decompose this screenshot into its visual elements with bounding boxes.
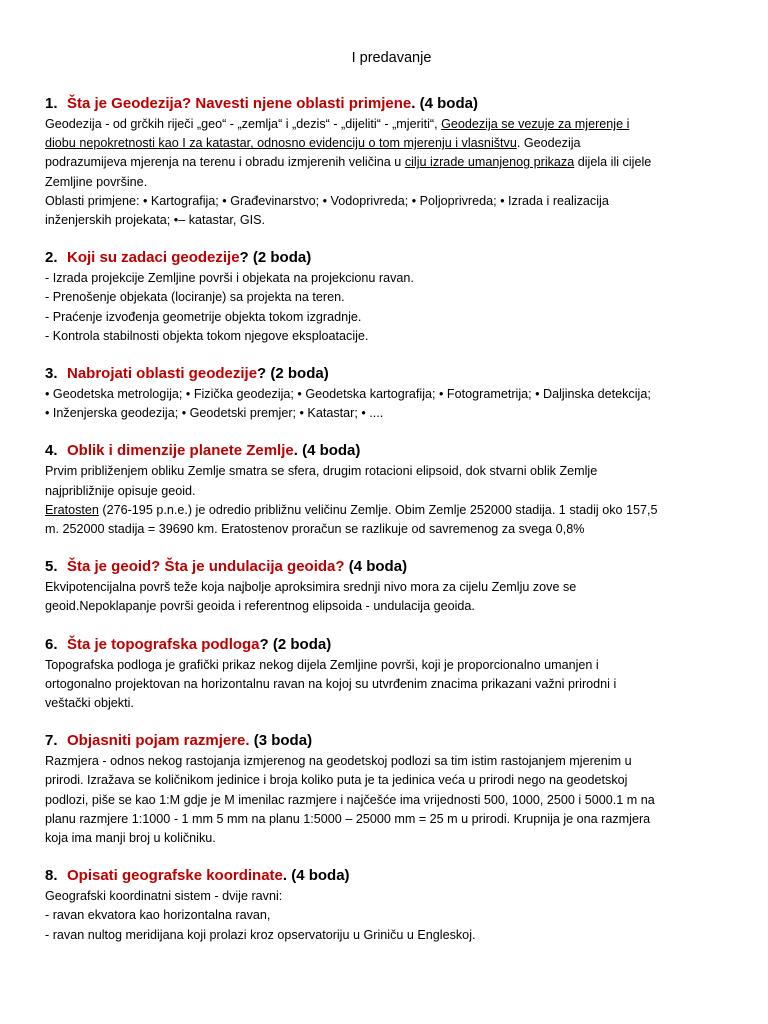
answer-line [45, 211, 738, 230]
question-heading [45, 364, 738, 384]
question-section [45, 441, 738, 539]
question-number: 1. [45, 95, 58, 112]
underlined-text: Geodezija se vezuje za mjerenje i [441, 117, 630, 131]
answer-line [45, 269, 738, 288]
answer-line [45, 385, 738, 404]
answer-text: veštački objekti. [45, 696, 134, 711]
question-heading [45, 248, 738, 268]
question-section [45, 635, 738, 714]
underlined-text: diobu nepokretnosti kao I za katastar, odnosno evidenciju o tom mjerenju i vlasništvu [45, 136, 517, 151]
question-title: Nabrojati oblasti geodezije [67, 365, 258, 383]
answer-text: Razmjera - odnos nekog rastojanja izmjerenog na geodetskoj podlozi sa tim istim rastojanjem mjerenim u [45, 754, 632, 769]
answer-line [45, 597, 738, 616]
answer-text: ortogonalno projektovan na horizontalnu ravan na kojoj su utvrđenim znacima prikazani važni prirodni i [45, 676, 617, 691]
question-number: 5. [45, 558, 58, 576]
answer-line [45, 192, 738, 211]
question-section [45, 94, 738, 230]
answer-text: - ravan nultog meridijana koji prolazi kroz opservatoriju u Griniču u Engleskoj. [45, 927, 476, 942]
question-list [45, 94, 738, 945]
answer-body [45, 887, 738, 945]
question-title: Šta je Geodezija? Navesti njene oblasti primjene [67, 95, 412, 112]
answer-body [45, 385, 738, 423]
answer-line [45, 829, 738, 848]
answer-line [45, 771, 738, 790]
question-heading [45, 94, 738, 114]
question-points: (4 boda) [344, 558, 408, 576]
answer-line [45, 153, 738, 172]
answer-line [45, 308, 738, 327]
answer-text: . Geodezija [516, 136, 581, 151]
answer-line [45, 288, 738, 307]
answer-line [45, 926, 738, 945]
answer-line [45, 675, 738, 694]
answer-line [45, 501, 738, 520]
answer-line [45, 694, 738, 713]
answer-text: dijela ili cijele [574, 155, 652, 170]
answer-text: - Prenošenje objekata (lociranje) sa projekta na teren. [45, 290, 345, 305]
question-heading [45, 731, 738, 751]
question-points: ? (2 boda) [259, 635, 332, 653]
question-heading [45, 635, 738, 655]
answer-text: koja ima manji broj u količniku. [45, 831, 216, 846]
question-title: Objasniti pojam razmjere. [67, 732, 250, 750]
answer-line [45, 656, 738, 675]
answer-line [45, 173, 738, 192]
answer-text: - Kontrola stabilnosti objekta tokom njegove eksploatacije. [45, 328, 369, 343]
answer-text: Prvim približenjem obliku Zemlje smatra se sfera, drugim rotacioni elipsoid, dok stvarni oblik Zemlje [45, 464, 598, 479]
question-section [45, 364, 738, 423]
answer-text: Ekvipotencijalna površ teže koja najbolje aproksimira srednji nivo mora za cijelu Zemlju zove se [45, 580, 577, 595]
answer-text: Zemljine površine. [45, 174, 148, 189]
question-points: ? (2 boda) [239, 249, 312, 267]
answer-line [45, 578, 738, 597]
answer-body [45, 115, 738, 230]
answer-text: • Geodetska metrologija; • Fizička geodezija; • Geodetska kartografija; • Fotogrametrija; • Daljinska detekcija; [45, 387, 651, 402]
question-number: 2. [45, 249, 58, 267]
answer-line [45, 520, 738, 539]
answer-text: podlozi, piše se kao 1:M gdje je M imenilac razmjere i najčešće ima vrijednosti 500, 1000, 2500 i 5000.1 m na [45, 792, 655, 807]
underlined-text: Eratosten [45, 502, 99, 517]
answer-body [45, 462, 738, 539]
question-title: Oblik i dimenzije planete Zemlje [67, 442, 294, 460]
question-title: Šta je geoid? Šta je undulacija geoida? [67, 558, 345, 576]
answer-line [45, 810, 738, 829]
answer-body [45, 578, 738, 616]
answer-body [45, 269, 738, 346]
answer-text: Geodezija - od grčkih riječi „geo“ - „zemlja“ i „dezis“ - „dijeliti“ - „mjeriti“, [45, 117, 442, 131]
page-title: I predavanje [351, 50, 432, 66]
answer-text: prirodi. Izražava se količnikom jedinice i broja koliko puta je ta jedinica veća u prirodi nego na geodetskoj [45, 773, 628, 788]
answer-text: - Praćenje izvođenja geometrije objekta tokom izgradnje. [45, 309, 362, 324]
answer-line [45, 134, 738, 153]
answer-text: - Izrada projekcije Zemljine površi i objekata na projekcionu ravan. [45, 271, 414, 286]
answer-text: Topografska podloga je grafički prikaz nekog dijela Zemljine površi, koji je proporcionalno umanjen i [45, 657, 599, 672]
answer-line [45, 462, 738, 481]
answer-text: Geografski koordinatni sistem - dvije ravni: [45, 889, 283, 904]
answer-line [45, 887, 738, 906]
question-title: Koji su zadaci geodezije [67, 249, 240, 267]
answer-line [45, 906, 738, 925]
answer-text: • Inženjerska geodezija; • Geodetski premjer; • Katastar; • .... [45, 406, 384, 421]
question-heading [45, 866, 738, 886]
answer-text: planu razmjere 1:1000 - 1 mm 5 mm na planu 1:5000 – 25000 mm = 25 m u prirodi. Krupnija je ona razmjera [45, 811, 651, 826]
question-section [45, 248, 738, 346]
answer-line [45, 791, 738, 810]
question-heading [45, 441, 738, 461]
answer-line [45, 482, 738, 501]
answer-line [45, 404, 738, 423]
answer-text: Oblasti primjene: • Kartografija; • Građevinarstvo; • Vodoprivreda; • Poljoprivreda; • Izrada i realizacija [45, 193, 609, 208]
question-number: 8. [45, 867, 58, 885]
answer-body [45, 752, 738, 848]
answer-body [45, 656, 738, 714]
question-number: 4. [45, 442, 58, 460]
question-points: (3 boda) [249, 732, 313, 750]
question-points: . (4 boda) [282, 867, 350, 885]
answer-text: geoid.Nepoklapanje površi geoida i referentnog elipsoida - undulacija geoida. [45, 599, 475, 614]
question-number: 6. [45, 635, 58, 653]
answer-text: podrazumijeva mjerenja na terenu i obradu izmjerenih veličina u [45, 155, 405, 170]
answer-text: inženjerskih projekata; •– katastar, GIS. [45, 213, 266, 228]
question-points: . (4 boda) [411, 95, 478, 112]
question-heading [45, 557, 738, 577]
question-number: 3. [45, 365, 58, 383]
answer-text: m. 252000 stadija = 39690 km. Eratostenov proračun se razlikuje od savremenog za svega 0,8% [45, 522, 585, 537]
underlined-text: cilju izrade umanjenog prikaza [404, 155, 575, 170]
question-section [45, 866, 738, 945]
answer-line [45, 752, 738, 771]
question-number: 7. [45, 732, 58, 750]
question-section [45, 731, 738, 848]
answer-text: najpribližnije opisuje geoid. [45, 483, 196, 498]
question-section [45, 557, 738, 616]
question-title: Šta je topografska podloga [67, 635, 260, 653]
question-points: ? (2 boda) [257, 365, 329, 383]
answer-text: - ravan ekvatora kao horizontalna ravan, [45, 908, 271, 923]
question-title: Opisati geografske koordinate [67, 867, 283, 885]
answer-text: (276-195 p.n.e.) je odredio približnu veličinu Zemlje. Obim Zemlje 252000 stadija. 1 stadij oko 157,5 [98, 502, 658, 517]
question-points: . (4 boda) [293, 442, 361, 460]
answer-line [45, 115, 738, 134]
answer-line [45, 327, 738, 346]
